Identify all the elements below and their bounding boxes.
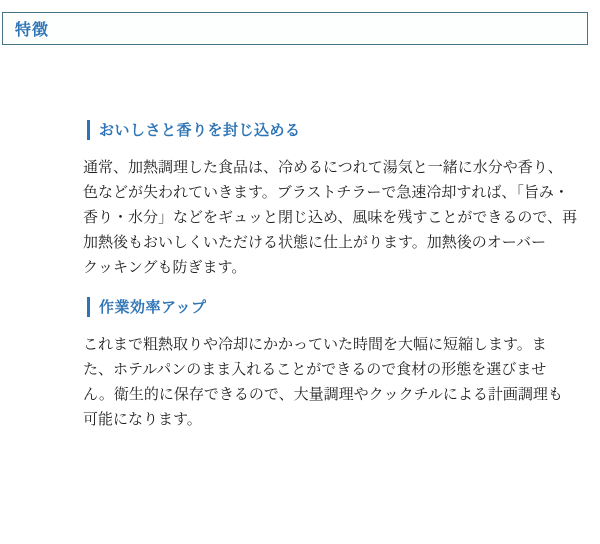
subheading-row [87, 120, 519, 140]
heading-accent-bar [87, 297, 90, 317]
paragraph-line: 香り・水分」などをギュッと閉じ込め、風味を残すことができるので、再 [83, 208, 578, 226]
features-content [83, 120, 578, 449]
paragraph-line: 加熱後もおいしくいただける状態に仕上がります。加熱後のオーバー [83, 233, 547, 251]
paragraph-line: ん。衛生的に保存できるので、大量調理やクックチルによる計画調理も [83, 385, 563, 403]
paragraph-line: これまで粗熱取りや冷却にかかっていた時間を大幅に短縮します。ま [83, 335, 547, 353]
section-paragraph [83, 155, 578, 280]
subheading-row [87, 297, 519, 317]
heading-accent-bar [87, 120, 90, 140]
feature-section-flavor [83, 120, 578, 280]
paragraph-line: 色などが失われていきます。ブラストチラーで急速冷却すれば、「旨み・ [83, 183, 569, 201]
paragraph-line: 可能になります。 [83, 410, 202, 428]
section-heading: 作業効率アップ [99, 298, 207, 316]
page-title: 特徴 [15, 20, 50, 39]
section-heading: おいしさと香りを封じ込める [99, 121, 301, 139]
feature-section-efficiency [83, 297, 563, 432]
paragraph-line: クッキングも防ぎます。 [83, 258, 247, 276]
features-title-box [2, 12, 588, 45]
paragraph-line: た、ホテルパンのまま入れることができるので食材の形態を選びませ [83, 360, 547, 378]
section-paragraph [83, 332, 563, 432]
paragraph-line: 通常、加熱調理した食品は、冷めるにつれて湯気と一緒に水分や香り、 [83, 158, 563, 176]
